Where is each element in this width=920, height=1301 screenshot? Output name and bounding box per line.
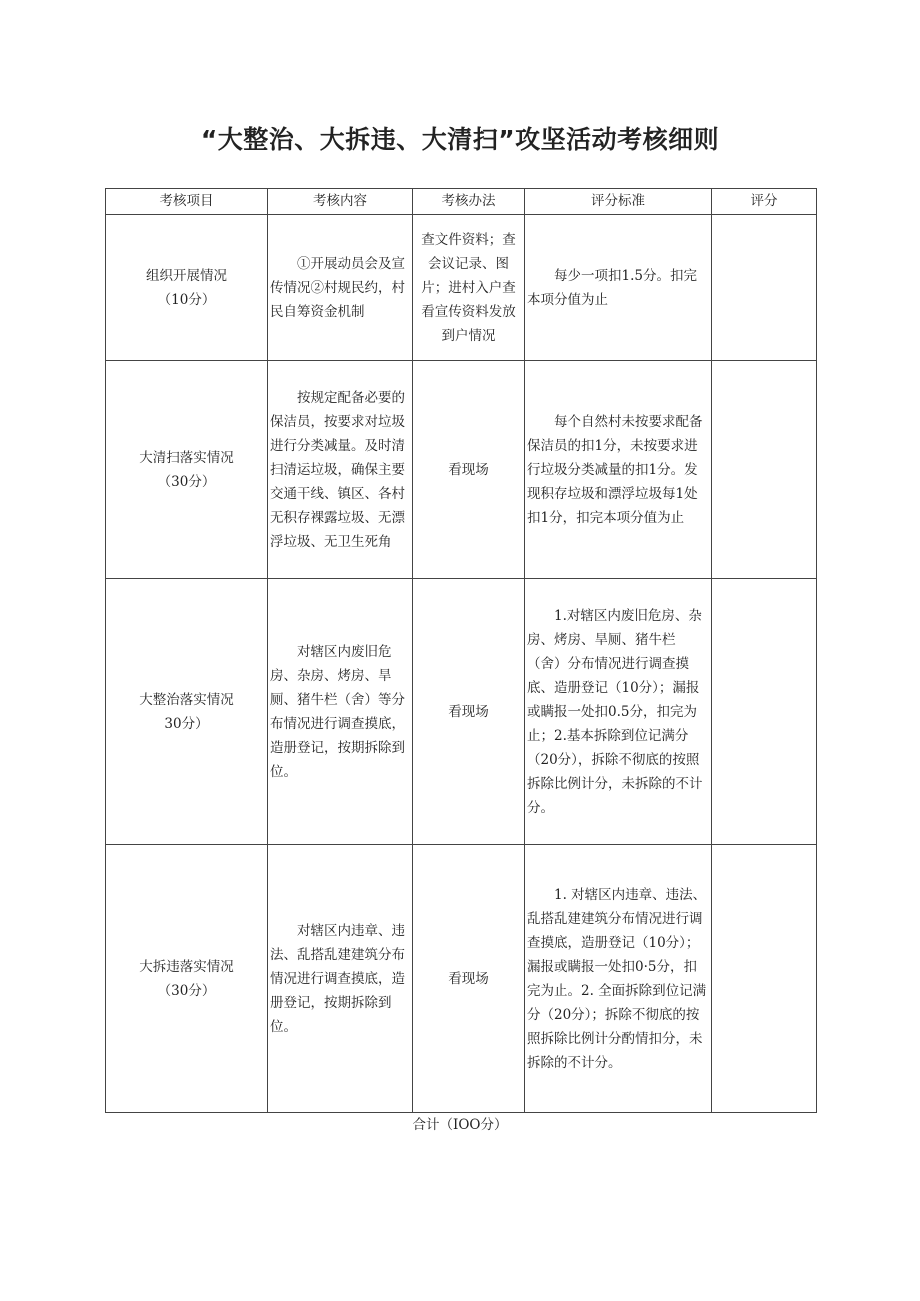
row-method: [413, 845, 525, 1113]
total-label: 合计（IOO分）: [412, 1117, 508, 1133]
method-text: 看现场: [448, 703, 489, 720]
item-name: 大清扫落实情况: [139, 449, 234, 466]
method-text: 看现场: [448, 970, 489, 987]
content-text: ①开展动员会及宣传情况②村规民约，村民自筹资金机制: [270, 255, 405, 320]
criteria-text: 1.对辖区内废旧危房、杂房、烤房、旱厕、猪牛栏（舍）分布情况进行调查摸底、造册登记（10分）；漏报或瞒报一处扣0.5分，扣完为止；2.基本拆除到位记满分（20分），拆除不彻底的按照拆除比例计分，未拆除的不计分。: [527, 607, 703, 816]
method-text: 查文件资料；查会议记录、图片；进村入户查看宣传资料发放到户情况: [421, 231, 516, 344]
criteria-text: 每个自然村未按要求配备保洁员的扣1分，未按要求进行垃圾分类减量的扣1分。发现积存垃圾和漂浮垃圾每1处扣1分，扣完本项分值为止: [527, 413, 703, 526]
table-row: [106, 845, 817, 1113]
row-content: [268, 361, 413, 579]
row-criteria: [525, 579, 712, 845]
row-content: [268, 215, 413, 361]
row-score: [712, 845, 817, 1113]
method-text: 看现场: [448, 461, 489, 478]
item-points: 30分）: [164, 715, 209, 732]
item-name: 组织开展情况: [146, 267, 227, 284]
row-criteria: [525, 845, 712, 1113]
header-score: 评分: [712, 189, 817, 215]
row-content: [268, 579, 413, 845]
item-points: （10分）: [157, 291, 216, 308]
row-criteria: [525, 215, 712, 361]
page-title: “大整治、大拆违、大清扫”攻坚活动考核细则: [200, 125, 720, 154]
row-method: [413, 215, 525, 361]
header-criteria: 评分标准: [525, 189, 712, 215]
row-content: [268, 845, 413, 1113]
row-score: [712, 361, 817, 579]
row-method: [413, 579, 525, 845]
row-item: [106, 579, 268, 845]
row-item: [106, 215, 268, 361]
row-item: [106, 845, 268, 1113]
item-name: 大拆违落实情况: [139, 958, 234, 975]
content-text: 按规定配备必要的保洁员，按要求对垃圾进行分类减量。及时清扫清运垃圾，确保主要交通干线、镇区、各村无积存裸露垃圾、无漂浮垃圾、无卫生死角: [270, 389, 405, 550]
criteria-text: 每少一项扣1.5分。扣完本项分值为止: [527, 267, 697, 308]
row-method: [413, 361, 525, 579]
table-row: [106, 361, 817, 579]
assessment-table: [105, 188, 817, 1113]
item-points: （30分）: [157, 982, 216, 999]
item-points: （30分）: [157, 473, 216, 490]
content-text: 对辖区内废旧危房、杂房、烤房、旱厕、猪牛栏（舍）等分布情况进行调查摸底，造册登记，按期拆除到位。: [270, 643, 405, 780]
criteria-text: 1. 对辖区内违章、违法、乱搭乱建建筑分布情况进行调查摸底，造册登记（10分）；漏报或瞒报一处扣0·5分，扣完为止。2. 全面拆除到位记满分（20分）；拆除不彻底的按照拆除比例计分酌情扣分，未拆除的不计分。: [527, 886, 707, 1071]
header-method: 考核办法: [413, 189, 525, 215]
item-name: 大整治落实情况: [139, 691, 234, 708]
content-text: 对辖区内违章、违法、乱搭乱建建筑分布情况进行调查摸底，造册登记，按期拆除到位。: [270, 922, 405, 1035]
row-score: [712, 215, 817, 361]
row-item: [106, 361, 268, 579]
header-content: 考核内容: [268, 189, 413, 215]
header-item: 考核项目: [106, 189, 268, 215]
row-criteria: [525, 361, 712, 579]
table-header-row: [106, 189, 817, 215]
row-score: [712, 579, 817, 845]
table-row: [106, 215, 817, 361]
table-row: [106, 579, 817, 845]
